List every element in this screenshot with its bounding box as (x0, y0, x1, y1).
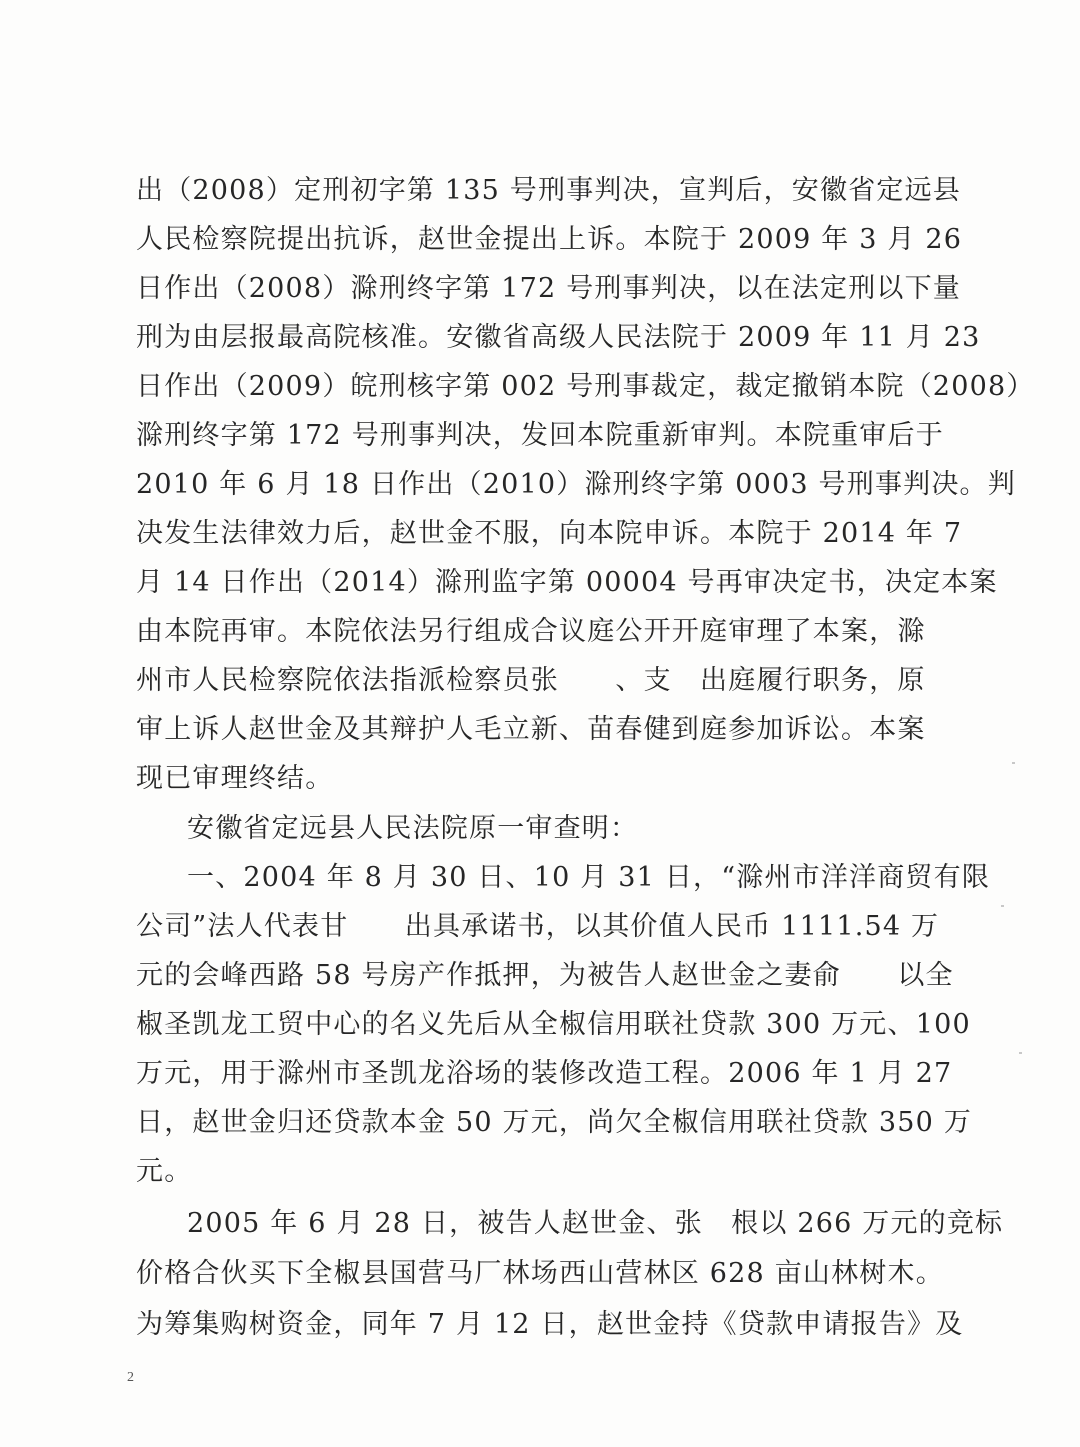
scan-speck (1001, 905, 1004, 907)
text-line: 2010 年 6 月 18 日作出（2010）滁刑终字第 0003 号刑事判决。判 (136, 469, 1016, 500)
text-line: 公司”法人代表甘 出具承诺书，以其价值人民币 1111.54 万 (136, 911, 940, 942)
text-line: 由本院再审。本院依法另行组成合议庭公开开庭审理了本案，滁 (136, 616, 926, 647)
text-line: 日作出（2008）滁刑终字第 172 号刑事判决，以在法定刑以下量 (136, 273, 962, 304)
text-line: 月 14 日作出（2014）滁刑监字第 00004 号再审决定书，决定本案 (136, 567, 998, 598)
text-line: 2005 年 6 月 28 日，被告人赵世金、张 根以 266 万元的竞标 (187, 1208, 1004, 1239)
text-line: 审上诉人赵世金及其辩护人毛立新、苗春健到庭参加诉讼。本案 (136, 714, 926, 745)
text-line: 元。 (136, 1156, 193, 1187)
text-line: 元的会峰西路 58 号房产作抵押，为被告人赵世金之妻俞 以全 (136, 960, 954, 991)
text-line: 万元，用于滁州市圣凯龙浴场的装修改造工程。2006 年 1 月 27 (136, 1058, 953, 1089)
scan-speck (1012, 762, 1015, 764)
section-intro: 安徽省定远县人民法院原一审查明： (187, 813, 639, 844)
text-line: 价格合伙买下全椒县国营马厂林场西山营林区 628 亩山林树木。 (136, 1258, 944, 1289)
text-line: 滁刑终字第 172 号刑事判决，发回本院重新审判。本院重审后于 (136, 420, 944, 451)
text-line: 州市人民检察院依法指派检察员张 、支 出庭履行职务，原 (136, 665, 926, 696)
text-line: 人民检察院提出抗诉，赵世金提出上诉。本院于 2009 年 3 月 26 (136, 224, 963, 255)
text-line: 出（2008）定刑初字第 135 号刑事判决，宣判后，安徽省定远县 (136, 175, 962, 206)
page-number: 2 (127, 1370, 134, 1385)
text-line: 一、2004 年 8 月 30 日、10 月 31 日，“滁州市洋洋商贸有限 (187, 862, 991, 893)
text-line: 为筹集购树资金，同年 7 月 12 日，赵世金持《贷款申请报告》及 (136, 1309, 964, 1340)
scan-speck (1019, 1052, 1022, 1054)
text-line: 日，赵世金归还贷款本金 50 万元，尚欠全椒信用联社贷款 350 万 (136, 1107, 973, 1138)
text-line: 刑为由层报最高院核准。安徽省高级人民法院于 2009 年 11 月 23 (136, 322, 981, 353)
text-line: 现已审理终结。 (136, 763, 334, 794)
text-line: 椒圣凯龙工贸中心的名义先后从全椒信用联社贷款 300 万元、100 (136, 1009, 971, 1040)
text-line: 日作出（2009）皖刑核字第 002 号刑事裁定，裁定撤销本院（2008） (136, 371, 1035, 402)
text-line: 决发生法律效力后，赵世金不服，向本院申诉。本院于 2014 年 7 (136, 518, 963, 549)
